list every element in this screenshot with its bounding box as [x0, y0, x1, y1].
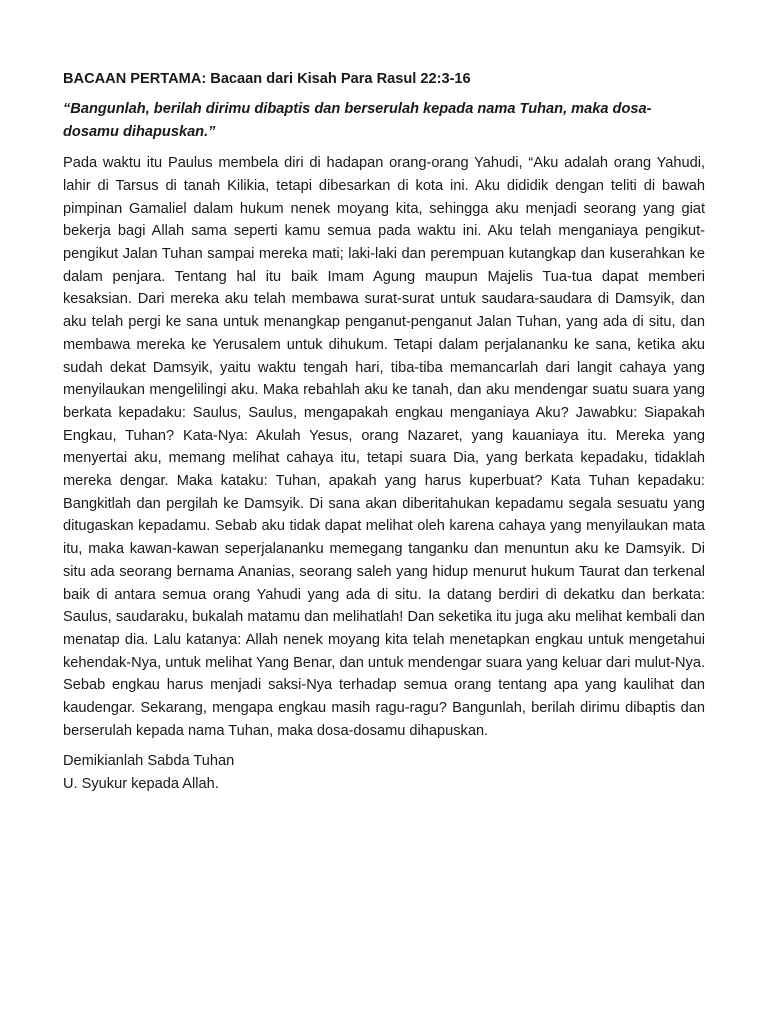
closing-line-response: U. Syukur kepada Allah. [63, 776, 219, 793]
document-page [63, 68, 705, 796]
reading-body: Pada waktu itu Paulus membela diri di hadapan orang-orang Yahudi, “Aku adalah orang Yahudi, lahir di Tarsus di tanah Kilikia, tetapi dibesarkan di kota ini. Aku dididik dengan teliti di bawah pimpinan Gamaliel dalam hukum nenek moyang kita, sehingga aku menjadi seorang yang giat bekerja bagi Allah sama seperti kamu semua pada waktu ini. Aku telah menganiaya pengikut-pengikut Jalan Tuhan sampai mereka mati; laki-laki dan perempuan kutangkap dan kuserahkan ke dalam penjara. Tentang hal itu baik Imam Agung maupun Majelis Tua-tua dapat memberi kesaksian. Dari mereka aku telah membawa surat-surat untuk saudara-saudara di Damsyik, dan aku telah pergi ke sana untuk menangkap penganut-penganut Jalan Tuhan, yang ada di situ, dan membawa mereka ke Yerusalem untuk dihukum. Tetapi dalam perjalananku ke sana, ketika aku sudah dekat Damsyik, yaitu waktu tengah hari, tiba-tiba memancarlah dari langit cahaya yang menyilaukan mengelilingi aku. Maka rebahlah aku ke tanah, dan aku mendengar suatu suara yang berkata kepadaku: Saulus, Saulus, mengapakah engkau menganiaya Aku? Jawabku: Siapakah Engkau, Tuhan? Kata-Nya: Akulah Yesus, orang Nazaret, yang kauaniaya itu. Mereka yang menyertai aku, memang melihat cahaya itu, tetapi suara Dia, yang berkata kepadaku, tidaklah mereka dengar. Maka kataku: Tuhan, apakah yang harus kuperbuat? Kata Tuhan kepadaku: Bangkitlah dan pergilah ke Damsyik. Di sana akan diberitahukan kepadamu segala sesuatu yang ditugaskan kepadamu. Sebab aku tidak dapat melihat oleh karena cahaya yang menyilaukan mata itu, maka kawan-kawan seperjalananku memegang tanganku dan menuntun aku ke Damsyik. Di situ ada seorang bernama Ananias, seorang saleh yang hidup menurut hukum Taurat dan terkenal baik di antara semua orang Yahudi yang ada di situ. Ia datang berdiri di dekatku dan berkata: Saulus, saudaraku, bukalah matamu dan melihatlah! Dan seketika itu juga aku melihat kembali dan menatap dia. Lalu katanya: Allah nenek moyang kita telah menetapkan engkau untuk mengetahui kehendak-Nya, untuk melihat Yang Benar, dan untuk mendengar suara yang keluar dari mulut-Nya. Sebab engkau harus menjadi saksi-Nya terhadap semua orang tentang apa yang kaulihat dan kaudengar. Sekarang, mengapa engkau masih ragu-ragu? Bangunlah, berilah dirimu dibaptis dan berserulah kepada nama Tuhan, maka dosa-dosamu dihapuskan. [63, 155, 705, 739]
reading-quote: “Bangunlah, berilah dirimu dibaptis dan berserulah kepada nama Tuhan, maka dosa-dosamu dihapuskan.” [63, 101, 652, 140]
reading-heading: BACAAN PERTAMA: Bacaan dari Kisah Para Rasul 22:3-16 [63, 71, 471, 87]
closing-line-sabda: Demikianlah Sabda Tuhan [63, 753, 235, 770]
closing-block [63, 750, 705, 795]
